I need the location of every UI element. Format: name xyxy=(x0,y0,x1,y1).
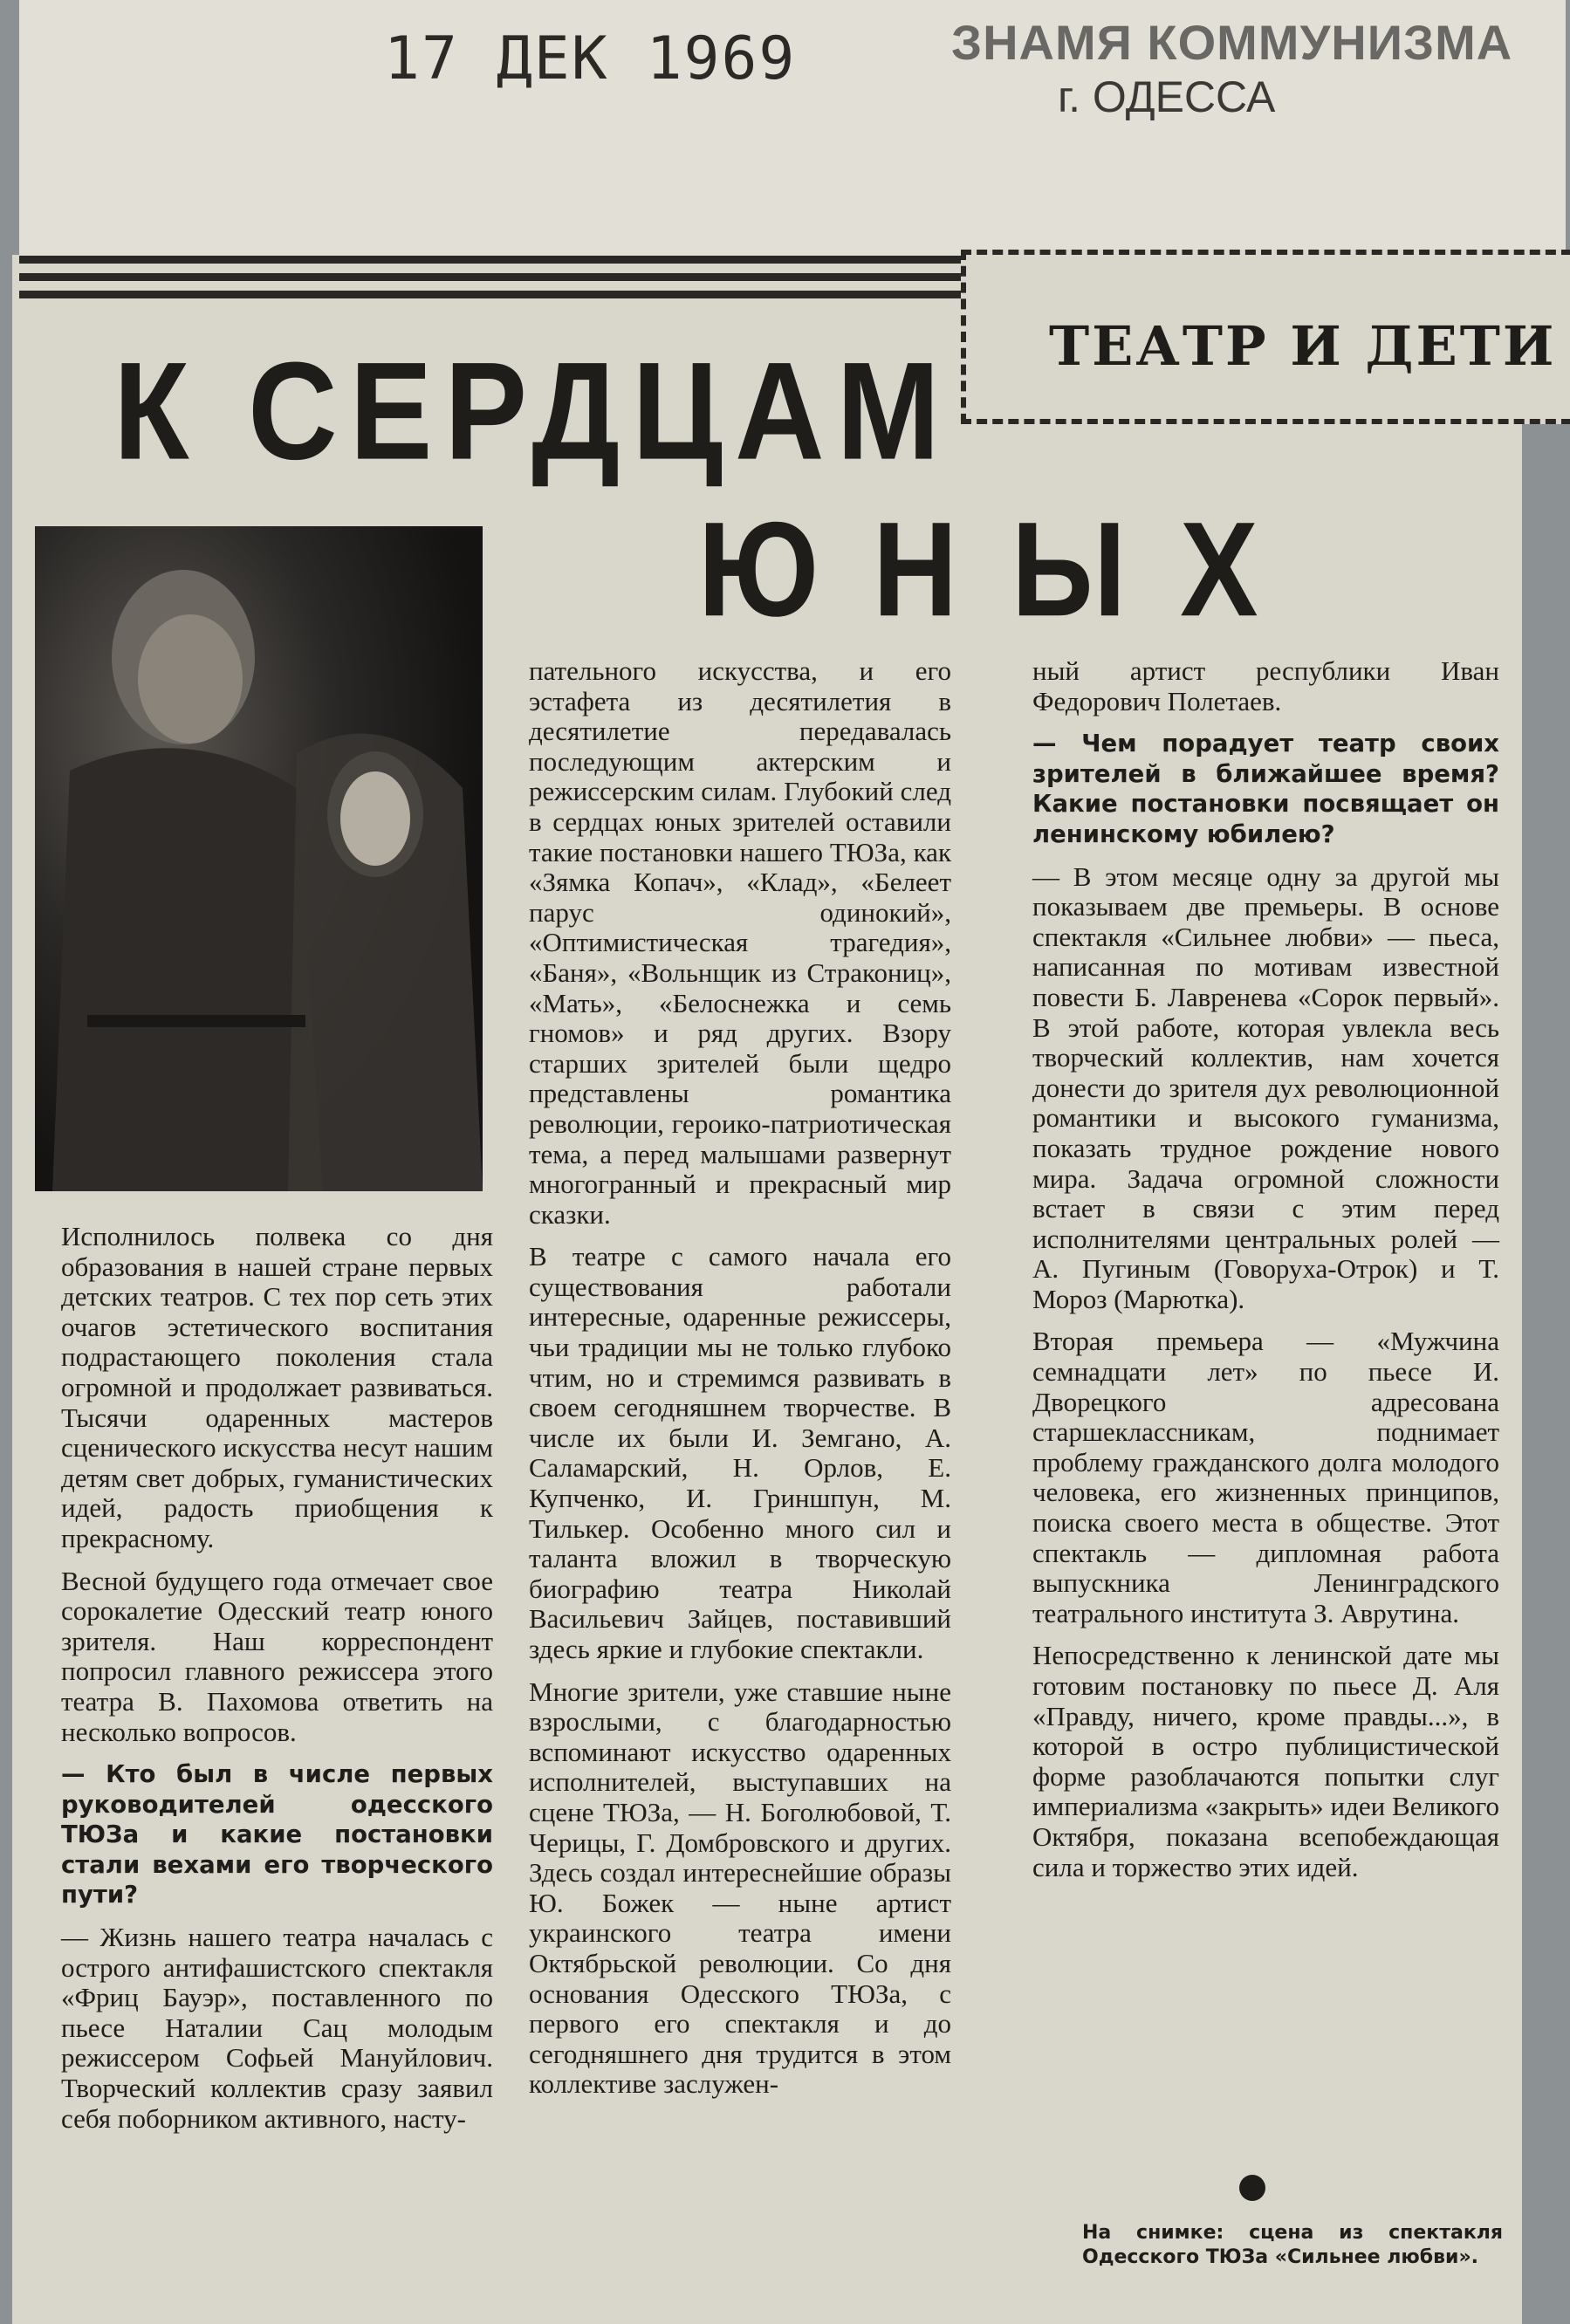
headline-line-2: ЮНЫХ xyxy=(698,495,1313,645)
rubric-title: ТЕАТР И ДЕТИ xyxy=(1049,314,1557,378)
photo xyxy=(35,526,483,1191)
article-paragraph: — Жизнь нашего театра началась с острого антифашистского спектакля «Фриц Бауэр», поставленного по пьесе Наталии Сац молодым режиссером Софьей Мануйлович. Творческий коллектив сразу заявил себя поборником активного, насту- xyxy=(61,1922,493,2134)
stamp-city: г. ОДЕССА xyxy=(1058,72,1276,121)
article-paragraph: Весной будущего года отмечает свое сорокалетие Одесский театр юного зрителя. Наш корреспондент попросил главного режиссера этого театра В. Пахомова ответить на несколько вопросов. xyxy=(61,1565,493,1747)
stamp-strip xyxy=(19,0,1566,260)
interview-question: — Чем порадует театр своих зрителей в ближайшее время? Какие постановки посвящает он ленинскому юбилею? xyxy=(1032,730,1499,848)
article-column-1 xyxy=(61,1222,493,2146)
article-paragraph: ный артист республики Иван Федорович Полетаев. xyxy=(1032,655,1499,716)
photo-caption: На снимке: сцена из спектакля Одесского ТЮЗа «Сильнее любви». xyxy=(1082,2222,1503,2268)
article-paragraph: В театре с самого начала его существования работали интересные, одаренные режиссеры, чьи традиции мы не только глубоко чтим, но и стремимся развивать в своем сегодняшнем творчестве. В числе их были И. Земгано, А. Саламарский, Н. Орлов, Е. Купченко, И. Гриншпун, М. Тилькер. Особенно много сил и таланта вложил в творческую биографию театра Николай Васильевич Зайцев, поставивший здесь яркие и глубокие спектакли. xyxy=(529,1241,951,1664)
article-paragraph: Непосредственно к ленинской дате мы готовим постановку по пьесе Д. Аля «Правду, ничего, кроме правды...», в которой в остро публицистической форме разоблачаются попытки слуг империализма «закрыть» идеи Великого Октября, показана всепобеждающая сила и торжество этих идей. xyxy=(1032,1640,1499,1882)
headline-line-1: К СЕРДЦАМ xyxy=(113,333,952,490)
article-paragraph: — В этом месяце одну за другой мы показываем две премьеры. В основе спектакля «Сильнее любви» — пьеса, написанная по мотивам известной повести Б. Лавренева «Сорок первый». В этой работе, которая увлекла весь творческий коллектив, нам хочется донести до зрителя дух революционной романтики и высокого гуманизма, показать трудное рождение нового мира. Задача огромной сложности встает в связи с этим перед исполнителями центральных ролей — А. Пугиным (Говоруха-Отрок) и Т. Мороз (Марютка). xyxy=(1032,860,1499,1314)
article-column-2 xyxy=(529,656,951,2112)
stamp-newspaper: ЗНАМЯ КОММУНИЗМА xyxy=(951,15,1513,70)
top-rule-2 xyxy=(19,273,962,281)
bullet-dot xyxy=(1239,2175,1265,2201)
photo-image xyxy=(35,526,483,1191)
interview-question: — Кто был в числе первых руководителей одесского ТЮЗа и какие постановки стали вехами его творческого пути? xyxy=(61,1760,493,1909)
article-paragraph: Вторая премьера — «Мужчина семнадцати лет» по пьесе И. Дворецкого адресована старшеклассникам, поднимает проблему гражданского долга молодого человека, его жизненных принципов, поиска своего места в обществе. Этот спектакль — дипломная работа выпускника Ленинградского театрального института З. Аврутина. xyxy=(1032,1326,1499,1628)
article-paragraph: Многие зрители, уже ставшие ныне взрослыми, с благодарностью вспоминают искусство одаренных исполнителей, выступавших на сцене ТЮЗа, — Н. Боголюбовой, Т. Черицы, Г. Домбровского и других. Здесь создал интереснейшие образы Ю. Божек — ныне артист украинского театра имени Октябрьской революции. Со дня основания Одесского ТЮЗа, с первого его спектакля и до сегодняшнего дня трудится в этом коллективе заслужен- xyxy=(529,1676,951,2100)
article-column-3 xyxy=(1032,656,1499,1895)
top-rule-3 xyxy=(19,291,962,298)
article-paragraph: Исполнилось полвека со дня образования в нашей стране первых детских театров. С тех пор сеть этих очагов эстетического воспитания подрастающего поколения стала огромной и продолжает развиваться. Тысячи одаренных мастеров сценического искусства несут нашим детям свет добрых, гуманистических идей, радость приобщения к прекрасному. xyxy=(61,1221,493,1553)
stamp-date: 17 ДЕК 1969 xyxy=(384,24,797,93)
article-paragraph: пательного искусства, и его эстафета из десятилетия в десятилетие передавалась последующим актерским и режиссерским силам. Глубокий след в сердцах юных зрителей оставили такие постановки нашего ТЮЗа, как «Зямка Копач», «Клад», «Белеет парус одинокий», «Оптимистическая трагедия», «Баня», «Вольнщик из Стракониц», «Мать», «Белоснежка и семь гномов» и ряд других. Взору старших зрителей были щедро представлены романтика революции, героико-патриотическая тема, а перед малышами развернут многогранный и прекрасный мир сказки. xyxy=(529,655,951,1230)
top-rule xyxy=(19,256,962,264)
